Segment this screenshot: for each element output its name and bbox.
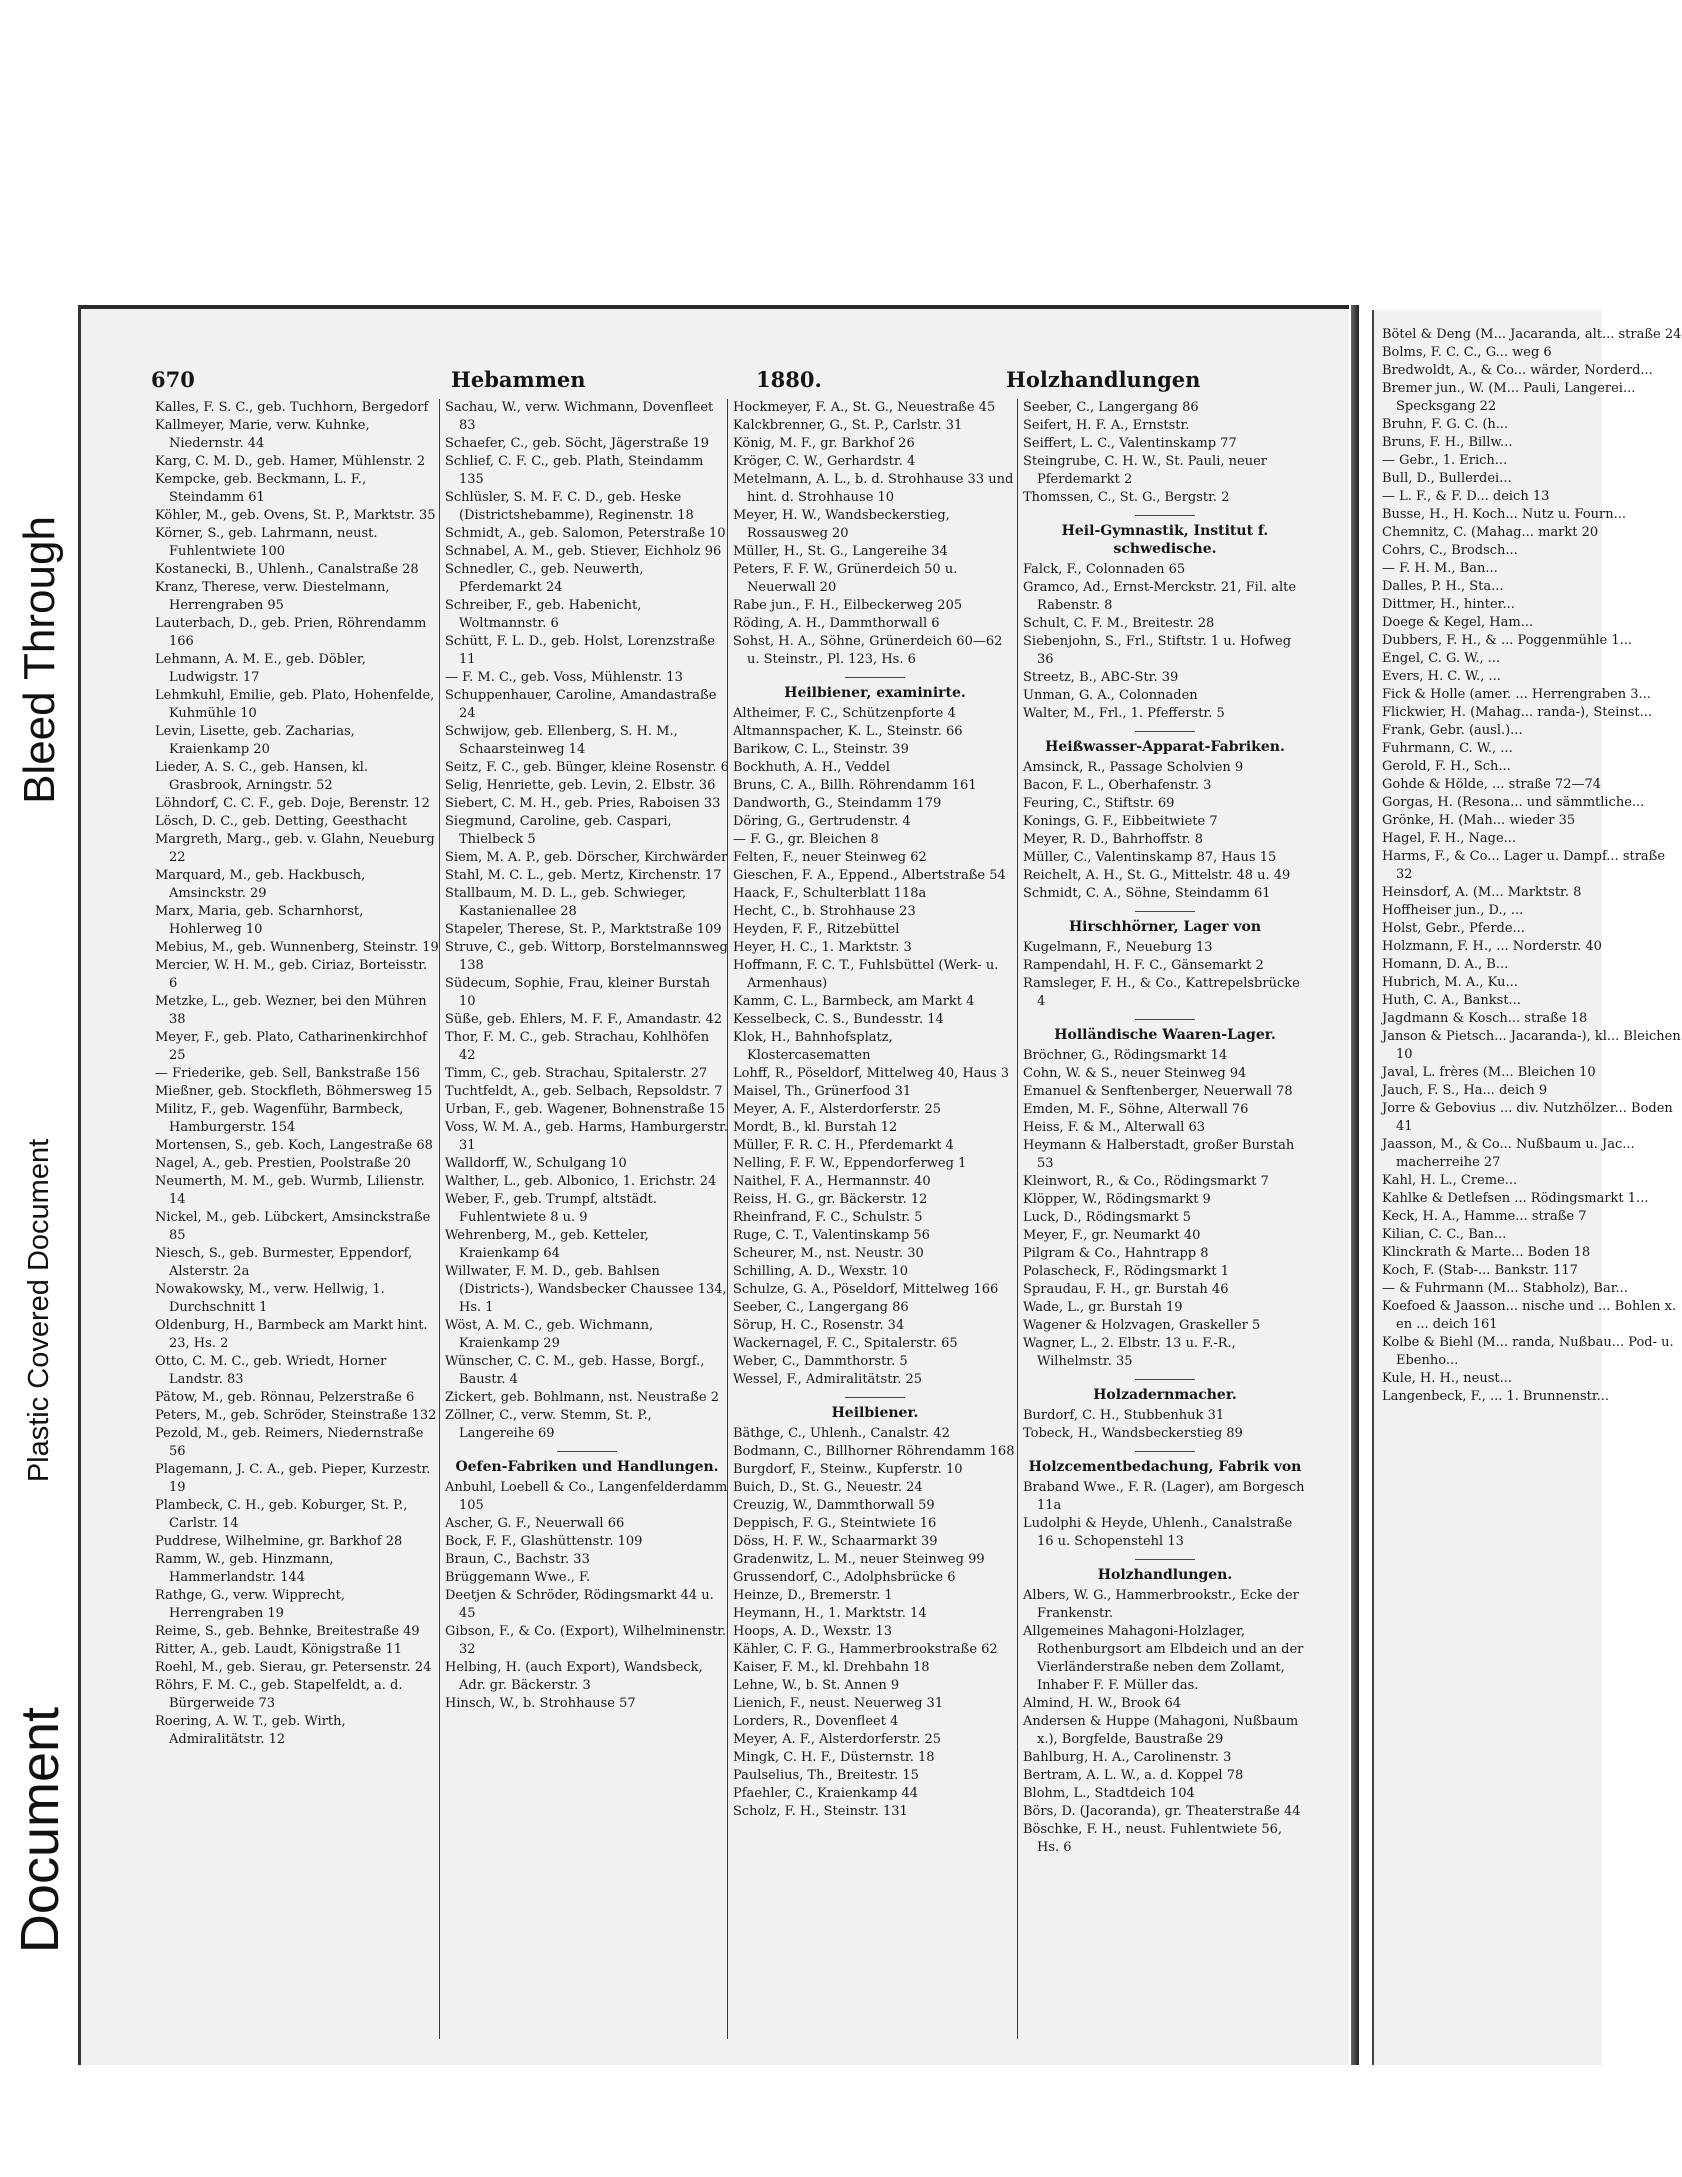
directory-entry: Kähler, C. F. G., Hammerbrookstraße 62 [733,1642,998,1657]
directory-entry: Busse, H., H. Koch... Nutz u. Fourn... [1382,507,1627,522]
directory-entry: Meyer, F., gr. Neumarkt 40 [1023,1228,1201,1243]
directory-entry: Sohst, H. A., Söhne, Grünerdeich 60—62 u. Steinstr., Pl. 123, Hs. 6 [733,634,1003,667]
directory-entry: Körner, S., geb. Lahrmann, neust. Fuhlentwiete 100 [155,526,378,559]
directory-entry: Roehl, M., geb. Sierau, gr. Petersenstr. 24 [155,1660,432,1675]
directory-entry: Jagdmann & Kosch... straße 18 [1382,1011,1588,1026]
directory-entry: Bröchner, G., Rödingsmarkt 14 [1023,1048,1228,1063]
directory-entry: Grönke, H. (Mah... wieder 35 [1382,813,1576,828]
adjacent-page-column [1382,326,1682,1966]
directory-entry: Schnedler, C., geb. Neuwerth, Pferdemarkt 24 [445,562,644,595]
directory-entry: Kaiser, F. M., kl. Drehbahn 18 [733,1660,930,1675]
directory-entry: Schmidt, C. A., Söhne, Steindamm 61 [1023,886,1271,901]
section-heading: Heißwasser-Apparat-Fabriken. [1023,731,1307,756]
directory-column-2 [445,399,729,2039]
directory-entry: Deppisch, F. G., Steintwiete 16 [733,1516,937,1531]
page-header [151,367,1319,395]
directory-entry: Ascher, G. F., Neuerwall 66 [445,1516,625,1531]
directory-entry: Heymann & Halberstadt, großer Burstah 53 [1023,1138,1295,1171]
directory-entry: Schütt, F. L. D., geb. Holst, Lorenzstraße 11 [445,634,716,667]
directory-entry: Schlief, C. F. C., geb. Plath, Steindamm 135 [445,454,704,487]
directory-entry: Kamm, C. L., Barmbeck, am Markt 4 [733,994,975,1009]
directory-entry: Timm, C., geb. Strachau, Spitalerstr. 27 [445,1066,708,1081]
directory-entry: Zickert, geb. Bohlmann, nst. Neustraße 2 [445,1390,719,1405]
directory-entry: Steingrube, C. H. W., St. Pauli, neuer Pferdemarkt 2 [1023,454,1267,487]
directory-entry: Mießner, geb. Stockfleth, Böhmersweg 15 [155,1084,433,1099]
directory-entry: Seitz, F. C., geb. Bünger, kleine Rosenstr. 6 [445,760,729,775]
directory-entry: Kleinwort, R., & Co., Rödingsmarkt 7 [1023,1174,1269,1189]
directory-entry: Heiss, F. & M., Alterwall 63 [1023,1120,1206,1135]
directory-entry: Gramco, Ad., Ernst-Merckstr. 21, Fil. alte Rabenstr. 8 [1023,580,1297,613]
directory-entry: Zöllner, C., verw. Stemm, St. P., Langereihe 69 [445,1408,652,1441]
directory-entry: Metzke, L., geb. Wezner, bei den Mühren 38 [155,994,427,1027]
directory-entry: Ritter, A., geb. Laudt, Königstraße 11 [155,1642,403,1657]
directory-entry: Heyer, H. C., 1. Marktstr. 3 [733,940,912,955]
directory-entry: Scholz, F. H., Steinstr. 131 [733,1804,908,1819]
directory-entry: — L. F., & F. D... deich 13 [1382,489,1550,504]
directory-entry: Wade, L., gr. Burstah 19 [1023,1300,1183,1315]
directory-entry: Seifert, H. F. A., Ernststr. [1023,418,1190,433]
directory-entry: Plambeck, C. H., geb. Koburger, St. P., Carlstr. 14 [155,1498,408,1531]
directory-entry: Levin, Lisette, geb. Zacharias, Kraienkamp 20 [155,724,355,757]
right-running-title: Holzhandlungen [1006,367,1201,392]
directory-entry: Hockmeyer, F. A., St. G., Neuestraße 45 [733,400,996,415]
section-heading: Holzadernmacher. [1023,1379,1307,1404]
directory-entry: Bodmann, C., Billhorner Röhrendamm 168 [733,1444,1015,1459]
directory-entry: Siem, M. A. P., geb. Dörscher, Kirchwärder [445,850,728,865]
directory-entry: Keck, H. A., Hamme... straße 7 [1382,1209,1587,1224]
directory-entry: Wagener & Holzvagen, Graskeller 5 [1023,1318,1261,1333]
directory-entry: Bruhn, F. G. C. (h... [1382,417,1509,432]
directory-entry: Weber, F., geb. Trumpf, altstädt. Fuhlentwiete 8 u. 9 [445,1192,658,1225]
directory-entry: Janson & Pietsch... Jacaranda-), kl... Bleichen 10 [1382,1029,1681,1062]
directory-entry: Doege & Kegel, Ham... [1382,615,1534,630]
directory-entry: Ludolphi & Heyde, Uhlenh., Canalstraße 16 u. Schopenstehl 13 [1023,1516,1293,1549]
directory-entry: Lehmkuhl, Emilie, geb. Plato, Hohenfelde, Kuhmühle 10 [155,688,435,721]
directory-entry: Bolms, F. C. C., G... weg 6 [1382,345,1552,360]
directory-entry: Homann, D. A., B... [1382,957,1509,972]
directory-entry: Neumerth, M. M., geb. Wurmb, Lilienstr. 14 [155,1174,425,1207]
directory-entry: Urban, F., geb. Wagener, Bohnenstraße 15 [445,1102,726,1117]
directory-column-4 [1023,399,1307,2039]
directory-entry: — F. M. C., geb. Voss, Mühlenstr. 13 [445,670,683,685]
directory-entry: Börs, D. (Jacoranda), gr. Theaterstraße 44 [1023,1804,1301,1819]
directory-entry: Lieder, A. S. C., geb. Hansen, kl. Grasbrook, Arningstr. 52 [155,760,369,793]
directory-entry: Dandworth, G., Steindamm 179 [733,796,942,811]
section-heading: Heilbiener, examinirte. [733,677,1017,702]
directory-entry: Altmannspacher, K. L., Steinstr. 66 [733,724,963,739]
directory-entry: Fuhrmann, C. W., ... [1382,741,1513,756]
directory-entry: — Friederike, geb. Sell, Bankstraße 156 [155,1066,420,1081]
directory-entry: Pätow, M., geb. Rönnau, Pelzerstraße 6 [155,1390,415,1405]
directory-column-3 [733,399,1017,2039]
directory-entry: Walter, M., Frl., 1. Pfefferstr. 5 [1023,706,1225,721]
page-year: 1880. [756,367,822,392]
directory-entry: Lehne, W., b. St. Annen 9 [733,1678,900,1693]
directory-entry: Meyer, R. D., Bahrhoffstr. 8 [1023,832,1204,847]
directory-entry: Pfaehler, C., Kraienkamp 44 [733,1786,919,1801]
directory-entry: Kolbe & Biehl (M... randa, Nußbau... Pod- u. Ebenho... [1382,1335,1674,1368]
directory-entry: Metelmann, A. L., b. d. Strohhause 33 und hint. d. Strohhause 10 [733,472,1014,505]
directory-entry: Kilian, C. C., Ban... [1382,1227,1507,1242]
directory-entry: Maisel, Th., Grünerfood 31 [733,1084,912,1099]
directory-entry: Voss, W. M. A., geb. Harms, Hamburgerstr. 31 [445,1120,728,1153]
directory-entry: Walther, L., geb. Albonico, 1. Erichstr. 24 [445,1174,717,1189]
directory-entry: Engel, C. G. W., ... [1382,651,1501,666]
section-heading: Holländische Waaren-Lager. [1023,1019,1307,1044]
directory-entry: Ruge, C. T., Valentinskamp 56 [733,1228,930,1243]
directory-entry: Reime, S., geb. Behnke, Breitestraße 49 [155,1624,420,1639]
directory-entry: Peters, F. F. W., Grünerdeich 50 u. Neuerwall 20 [733,562,958,595]
directory-entry: Scheurer, M., nst. Neustr. 30 [733,1246,924,1261]
directory-entry: Willwater, F. M. D., geb. Bahlsen (Districts-), Wandsbecker Chaussee 134, Hs. 1 [445,1264,727,1315]
section-heading: Hirschhörner, Lager von [1023,911,1307,936]
directory-entry: Fick & Holle (amer. ... Herrengraben 3... [1382,687,1651,702]
directory-entry: Ramsleger, F. H., & Co., Kattrepelsbrücke 4 [1023,976,1300,1009]
directory-entry: Thor, F. M. C., geb. Strachau, Kohlhöfen 42 [445,1030,710,1063]
directory-entry: Jorre & Gebovius ... div. Nutzhölzer... Boden 41 [1382,1101,1673,1134]
directory-entry: Braun, C., Bachstr. 33 [445,1552,590,1567]
directory-entry: Falck, F., Colonnaden 65 [1023,562,1186,577]
plastic-covered-label: Plastic Covered Document [23,1138,56,1482]
directory-entry: Nelling, F. F. W., Eppendorferweg 1 [733,1156,967,1171]
directory-entry: Albers, W. G., Hammerbrookstr., Ecke der Frankenstr. [1023,1588,1299,1621]
left-running-title: Hebammen [451,367,586,392]
directory-entry: Harms, F., & Co... Lager u. Dampf... straße 32 [1382,849,1666,882]
directory-entry: Blohm, L., Stadtdeich 104 [1023,1786,1195,1801]
directory-entry: Bacon, F. L., Oberhafenstr. 3 [1023,778,1212,793]
directory-entry: Löhndorf, C. C. F., geb. Doje, Berenstr. 12 [155,796,430,811]
directory-entry: Bredwoldt, A., & Co... wärder, Norderd... [1382,363,1653,378]
directory-entry: Müller, H., St. G., Langereihe 34 [733,544,948,559]
directory-entry: Hoffheiser jun., D., ... [1382,903,1524,918]
directory-entry: Röding, A. H., Dammthorwall 6 [733,616,940,631]
directory-entry: Streetz, B., ABC-Str. 39 [1023,670,1179,685]
directory-entry: König, M. F., gr. Barkhof 26 [733,436,915,451]
directory-entry: Emden, M. F., Söhne, Alterwall 76 [1023,1102,1249,1117]
directory-entry: Wehrenberg, M., geb. Ketteler, Kraienkamp 64 [445,1228,649,1261]
directory-entry: Weber, C., Dammthorstr. 5 [733,1354,908,1369]
directory-entry: Marquard, M., geb. Hackbusch, Amsinckstr. 29 [155,868,366,901]
directory-entry: Döss, H. F. W., Schaarmarkt 39 [733,1534,938,1549]
directory-entry: Kalckbrenner, G., St. P., Carlstr. 31 [733,418,963,433]
directory-entry: Kallmeyer, Marie, verw. Kuhnke, Niedernstr. 44 [155,418,370,451]
directory-entry: Südecum, Sophie, Frau, kleiner Burstah 10 [445,976,711,1009]
directory-entry: Schulze, G. A., Pöseldorf, Mittelweg 166 [733,1282,999,1297]
bleed-through-label: Bleed Through [15,516,65,804]
directory-entry: Wünscher, C. C. M., geb. Hasse, Borgf., Baustr. 4 [445,1354,705,1387]
directory-entry: Deetjen & Schröder, Rödingsmarkt 44 u. 45 [445,1588,714,1621]
directory-page [78,305,1349,2065]
directory-entry: Koch, F. (Stab-... Bankstr. 117 [1382,1263,1578,1278]
directory-entry: Braband Wwe., F. R. (Lager), am Borgesch 11a [1023,1480,1305,1513]
directory-entry: Evers, H. C. W., ... [1382,669,1501,684]
directory-entry: Meyer, A. F., Alsterdorferstr. 25 [733,1732,942,1747]
directory-entry: Karg, C. M. D., geb. Hamer, Mühlenstr. 2 [155,454,426,469]
directory-entry: Selig, Henriette, geb. Levin, 2. Elbstr. 36 [445,778,716,793]
directory-entry: Kempcke, geb. Beckmann, L. F., Steindamm 61 [155,472,367,505]
directory-entry: Mebius, M., geb. Wunnenberg, Steinstr. 19 [155,940,439,955]
directory-entry: — & Fuhrmann (M... Stabholz), Bar... [1382,1281,1628,1296]
directory-entry: Tobeck, H., Wandsbeckerstieg 89 [1023,1426,1243,1441]
directory-entry: Holzmann, F. H., ... Norderstr. 40 [1382,939,1602,954]
directory-entry: Peters, M., geb. Schröder, Steinstraße 132 [155,1408,437,1423]
directory-entry: Puddrese, Wilhelmine, gr. Barkhof 28 [155,1534,403,1549]
directory-entry: Meyer, A. F., Alsterdorferstr. 25 [733,1102,942,1117]
directory-entry: — Gebr., 1. Erich... [1382,453,1508,468]
column-divider [439,399,440,2039]
directory-entry: Holst, Gebr., Pferde... [1382,921,1525,936]
directory-entry: Oldenburg, H., Barmbeck am Markt hint. 23, Hs. 2 [155,1318,428,1351]
directory-entry: Lorders, R., Dovenfleet 4 [733,1714,899,1729]
directory-entry: Bahlburg, H. A., Carolinenstr. 3 [1023,1750,1232,1765]
directory-entry: Schreiber, F., geb. Habenicht, Woltmannstr. 6 [445,598,642,631]
directory-entry: Seeber, C., Langergang 86 [733,1300,909,1315]
directory-entry: Kranz, Therese, verw. Diestelmann, Herrengraben 95 [155,580,390,613]
section-heading: Heilbiener. [733,1397,1017,1422]
directory-entry: Hoffmann, F. C. T., Fuhlsbüttel (Werk- u. Armenhaus) [733,958,999,991]
directory-entry: Rampendahl, H. F. C., Gänsemarkt 2 [1023,958,1264,973]
directory-entry: Bäthge, C., Uhlenh., Canalstr. 42 [733,1426,950,1441]
directory-entry: Nowakowsky, M., verw. Hellwig, 1. Durchschnitt 1 [155,1282,385,1315]
directory-entry: Heyden, F. F., Ritzebüttel [733,922,900,937]
directory-entry: Lienich, F., neust. Neuerweg 31 [733,1696,944,1711]
section-heading: Oefen-Fabriken und Handlungen. [445,1451,729,1476]
directory-entry: Lohff, R., Pöseldorf, Mittelweg 40, Haus 3 [733,1066,1009,1081]
directory-entry: Heinze, D., Bremerstr. 1 [733,1588,893,1603]
directory-entry: Röhrs, F. M. C., geb. Stapelfeldt, a. d. Bürgerweide 73 [155,1678,403,1711]
directory-entry: Wöst, A. M. C., geb. Wichmann, Kraienkamp 29 [445,1318,654,1351]
directory-entry: Luck, D., Rödingsmarkt 5 [1023,1210,1192,1225]
directory-entry: Siegmund, Caroline, geb. Caspari, Thielbeck 5 [445,814,672,847]
directory-entry: Reiss, H. G., gr. Bäckerstr. 12 [733,1192,928,1207]
directory-entry: Schuppenhauer, Caroline, Amandastraße 24 [445,688,717,721]
directory-entry: — F. G., gr. Bleichen 8 [733,832,879,847]
directory-entry: Kröger, C. W., Gerhardstr. 4 [733,454,916,469]
directory-entry: Hagel, F. H., Nage... [1382,831,1517,846]
directory-entry: Haack, F., Schulterblatt 118a [733,886,927,901]
directory-entry: Amsinck, R., Passage Scholvien 9 [1023,760,1244,775]
directory-entry: Marx, Maria, geb. Scharnhorst, Hohlerweg 10 [155,904,364,937]
directory-entry: Creuzig, W., Dammthorwall 59 [733,1498,935,1513]
directory-entry: Klöpper, W., Rödingsmarkt 9 [1023,1192,1211,1207]
directory-entry: Rheinfrand, F. C., Schulstr. 5 [733,1210,923,1225]
directory-entry: Bruns, F. H., Billw... [1382,435,1513,450]
directory-entry: Kule, H. H., neust... [1382,1371,1512,1386]
directory-entry: Müller, C., Valentinskamp 87, Haus 15 [1023,850,1277,865]
directory-entry: Javal, L. frères (M... Bleichen 10 [1382,1065,1596,1080]
directory-entry: Bertram, A. L. W., a. d. Koppel 78 [1023,1768,1244,1783]
directory-entry: Reichelt, A. H., St. G., Mittelstr. 48 u. 49 [1023,868,1291,883]
directory-entry: Militz, F., geb. Wagenführ, Barmbeck, Hamburgerstr. 154 [155,1102,404,1135]
directory-entry: Meyer, H. W., Wandsbeckerstieg, Rossausweg 20 [733,508,950,541]
directory-entry: Stapeler, Therese, St. P., Marktstraße 109 [445,922,722,937]
directory-entry: Nickel, M., geb. Lübckert, Amsinckstraße 85 [155,1210,431,1243]
section-heading: Holzcementbedachung, Fabrik von [1023,1451,1307,1476]
directory-entry: Wackernagel, F. C., Spitalerstr. 65 [733,1336,958,1351]
directory-entry: Pezold, M., geb. Reimers, Niedernstraße 56 [155,1426,424,1459]
directory-entry: Sörup, H. C., Rosenstr. 34 [733,1318,905,1333]
directory-entry: Heinsdorf, A. (M... Marktstr. 8 [1382,885,1582,900]
directory-column-1 [155,399,439,2039]
directory-entry: Wessel, F., Admiralitätstr. 25 [733,1372,923,1387]
directory-entry: Rabe jun., F. H., Eilbeckerweg 205 [733,598,963,613]
directory-entry: Hinsch, W., b. Strohhause 57 [445,1696,636,1711]
directory-entry: Anbuhl, Loebell & Co., Langenfelderdamm 105 [445,1480,728,1513]
directory-entry: Struve, C., geb. Wittorp, Borstelmannsweg 138 [445,940,728,973]
directory-entry: Thomssen, C., St. G., Bergstr. 2 [1023,490,1230,505]
directory-entry: Niesch, S., geb. Burmester, Eppendorf, Alsterstr. 2a [155,1246,413,1279]
directory-entry: Köhler, M., geb. Ovens, St. P., Marktstr. 35 [155,508,436,523]
directory-entry: Schmidt, A., geb. Salomon, Peterstraße 10 [445,526,726,541]
directory-entry: Emanuel & Senftenberger, Neuerwall 78 [1023,1084,1293,1099]
directory-entry: Schaefer, C., geb. Söcht, Jägerstraße 19 [445,436,710,451]
directory-entry: Schnabel, A. M., geb. Stiever, Eichholz 96 [445,544,722,559]
directory-entry: Margreth, Marg., geb. v. Glahn, Neueburg 22 [155,832,435,865]
directory-entry: Dubbers, F. H., & ... Poggenmühle 1... [1382,633,1632,648]
directory-entry: Allgemeines Mahagoni-Holzlager, Rothenburgsort am Elbdeich und an der Vierländerstraße neben dem Zollamt, Inhaber F. F. Müller das. [1023,1624,1304,1693]
column-divider [1017,399,1018,2039]
directory-entry: Burdorf, C. H., Stubbenhuk 31 [1023,1408,1225,1423]
directory-entry: Plagemann, J. C. A., geb. Pieper, Kurzestr. 19 [155,1462,431,1495]
directory-entry: Bötel & Deng (M... Jacaranda, alt... straße 24 [1382,327,1682,342]
directory-entry: Cohn, W. & S., neuer Steinweg 94 [1023,1066,1247,1081]
directory-entry: Sachau, W., verw. Wichmann, Dovenfleet 83 [445,400,714,433]
directory-entry: Jaasson, M., & Co... Nußbaum u. Jac... macherreihe 27 [1382,1137,1635,1170]
directory-entry: Bock, F. F., Glashüttenstr. 109 [445,1534,643,1549]
directory-entry: Klok, H., Bahnhofsplatz, Klostercasematten [733,1030,893,1063]
directory-entry: Bruns, C. A., Billh. Röhrendamm 161 [733,778,977,793]
directory-entry: Langenbeck, F., ... 1. Brunnenstr... [1382,1389,1610,1404]
directory-entry: Koefoed & Jaasson... nische und ... Bohlen x. en ... deich 161 [1382,1299,1677,1332]
directory-entry: Mingk, C. H. F., Düsternstr. 18 [733,1750,935,1765]
directory-entry: Gohde & Hölde, ... straße 72—74 [1382,777,1602,792]
directory-entry: Meyer, F., geb. Plato, Catharinenkirchhof 25 [155,1030,427,1063]
directory-entry: Kalles, F. S. C., geb. Tuchhorn, Bergedorf [155,400,429,415]
directory-entry: Pilgram & Co., Hahntrapp 8 [1023,1246,1209,1261]
directory-entry: Naithel, F. A., Hermannstr. 40 [733,1174,931,1189]
directory-entry: Mordt, B., kl. Burstah 12 [733,1120,898,1135]
page-number: 670 [151,367,195,392]
directory-entry: Gorgas, H. (Resona... und sämmtliche... [1382,795,1645,810]
directory-entry: Hecht, C., b. Strohhause 23 [733,904,916,919]
directory-entry: Huth, C. A., Bankst... [1382,993,1521,1008]
directory-entry: Frank, Gebr. (ausl.)... [1382,723,1523,738]
directory-entry: Cohrs, C., Brodsch... [1382,543,1518,558]
directory-entry: Ramm, W., geb. Hinzmann, Hammerlandstr. 144 [155,1552,334,1585]
directory-entry: Döring, G., Gertrudenstr. 4 [733,814,911,829]
directory-entry: Barikow, C. L., Steinstr. 39 [733,742,909,757]
directory-entry: Mercier, W. H. M., geb. Ciriaz, Borteisstr. 6 [155,958,428,991]
directory-entry: Almind, H. W., Brook 64 [1023,1696,1182,1711]
directory-entry: Hoops, A. D., Wexstr. 13 [733,1624,893,1639]
directory-entry: Lehmann, A. M. E., geb. Döbler, Ludwigstr. 17 [155,652,366,685]
directory-entry: Felten, F., neuer Steinweg 62 [733,850,927,865]
directory-entry: Unman, G. A., Colonnaden [1023,688,1198,703]
directory-entry: Dalles, P. H., Sta... [1382,579,1504,594]
directory-entry: Roering, A. W. T., geb. Wirth, Admiralitätstr. 12 [155,1714,346,1747]
directory-entry: Kesselbeck, C. S., Bundesstr. 14 [733,1012,944,1027]
directory-entry: Lösch, D. C., geb. Detting, Geesthacht [155,814,408,829]
directory-entry: Bremer jun., W. (M... Pauli, Langerei... Specksgang 22 [1382,381,1636,414]
directory-entry: Seeber, C., Langergang 86 [1023,400,1199,415]
directory-entry: — F. H. M., Ban... [1382,561,1498,576]
directory-entry: Gieschen, F. A., Eppend., Albertstraße 54 [733,868,1006,883]
directory-entry: Kostanecki, B., Uhlenh., Canalstraße 28 [155,562,419,577]
adjacent-page [1372,310,1682,2065]
directory-entry: Hubrich, M. A., Ku... [1382,975,1518,990]
directory-entry: Schwijow, geb. Ellenberg, S. H. M., Schaarsteinweg 14 [445,724,678,757]
directory-entry: Polascheck, F., Rödingsmarkt 1 [1023,1264,1230,1279]
directory-entry: Klinckrath & Marte... Boden 18 [1382,1245,1591,1260]
directory-entry: Wagner, L., 2. Elbstr. 13 u. F.-R., Wilhelmstr. 35 [1023,1336,1236,1369]
section-heading: Holzhandlungen. [1023,1559,1307,1584]
directory-entry: Tuchtfeldt, A., geb. Selbach, Repsoldstr. 7 [445,1084,723,1099]
directory-entry: Konings, G. F., Eibbeitwiete 7 [1023,814,1218,829]
directory-entry: Gibson, F., & Co. (Export), Wilhelminenstr. 32 [445,1624,727,1657]
directory-entry: Helbing, H. (auch Export), Wandsbeck, Adr. gr. Bäckerstr. 3 [445,1660,703,1693]
directory-entry: Böschke, F. H., neust. Fuhlentwiete 56, Hs. 6 [1023,1822,1283,1855]
directory-entry: Stahl, M. C. L., geb. Mertz, Kirchenstr. 17 [445,868,722,883]
directory-entry: Spraudau, F. H., gr. Burstah 46 [1023,1282,1229,1297]
directory-entry: Bull, D., Bullerdei... [1382,471,1512,486]
directory-entry: Andersen & Huppe (Mahagoni, Nußbaum x.), Borgfelde, Baustraße 29 [1023,1714,1299,1747]
directory-entry: Schult, C. F. M., Breitestr. 28 [1023,616,1215,631]
directory-entry: Dittmer, H., hinter... [1382,597,1515,612]
directory-entry: Paulselius, Th., Breitestr. 15 [733,1768,919,1783]
directory-entry: Brüggemann Wwe., F. [445,1570,591,1585]
document-label: Document [10,1706,70,1954]
directory-entry: Kahl, H. L., Creme... [1382,1173,1518,1188]
directory-entry: Müller, F. R. C. H., Pferdemarkt 4 [733,1138,954,1153]
directory-entry: Siebert, C. M. H., geb. Pries, Raboisen 33 [445,796,721,811]
directory-entry: Gerold, F. H., Sch... [1382,759,1511,774]
directory-entry: Schlüsler, S. M. F. C. D., geb. Heske (Districtshebamme), Reginenstr. 18 [445,490,694,523]
directory-entry: Flickwier, H. (Mahag... randa-), Steinst... [1382,705,1653,720]
directory-entry: Otto, C. M. C., geb. Wriedt, Horner Landstr. 83 [155,1354,387,1387]
directory-entry: Feuring, C., Stiftstr. 69 [1023,796,1175,811]
directory-entry: Jauch, F. S., Ha... deich 9 [1382,1083,1548,1098]
directory-entry: Siebenjohn, S., Frl., Stiftstr. 1 u. Hofweg 36 [1023,634,1292,667]
directory-entry: Lauterbach, D., geb. Prien, Röhrendamm 166 [155,616,427,649]
directory-entry: Süße, geb. Ehlers, M. F. F., Amandastr. 42 [445,1012,723,1027]
directory-entry: Burgdorf, F., Steinw., Kupferstr. 10 [733,1462,963,1477]
directory-entry: Kugelmann, F., Neueburg 13 [1023,940,1213,955]
directory-entry: Chemnitz, C. (Mahag... markt 20 [1382,525,1599,540]
directory-entry: Bockhuth, A. H., Veddel [733,760,890,775]
directory-entry: Heymann, H., 1. Marktstr. 14 [733,1606,927,1621]
directory-entry: Altheimer, F. C., Schützenpforte 4 [733,706,956,721]
directory-entry: Rathge, G., verw. Wipprecht, Herrengraben 19 [155,1588,345,1621]
directory-entry: Walldorff, W., Schulgang 10 [445,1156,627,1171]
directory-entry: Grussendorf, C., Adolphsbrücke 6 [733,1570,956,1585]
directory-entry: Buich, D., St. G., Neuestr. 24 [733,1480,923,1495]
section-heading: Heil-Gymnastik, Institut f. schwedische. [1023,515,1307,558]
directory-entry: Seiffert, L. C., Valentinskamp 77 [1023,436,1237,451]
directory-entry: Nagel, A., geb. Prestien, Poolstraße 20 [155,1156,411,1171]
directory-entry: Schilling, A. D., Wexstr. 10 [733,1264,908,1279]
directory-entry: Kahlke & Detlefsen ... Rödingsmarkt 1... [1382,1191,1649,1206]
directory-entry: Mortensen, S., geb. Koch, Langestraße 68 [155,1138,433,1153]
directory-entry: Gradenwitz, L. M., neuer Steinweg 99 [733,1552,985,1567]
directory-entry: Stallbaum, M. D. L., geb. Schwieger, Kastanienallee 28 [445,886,687,919]
